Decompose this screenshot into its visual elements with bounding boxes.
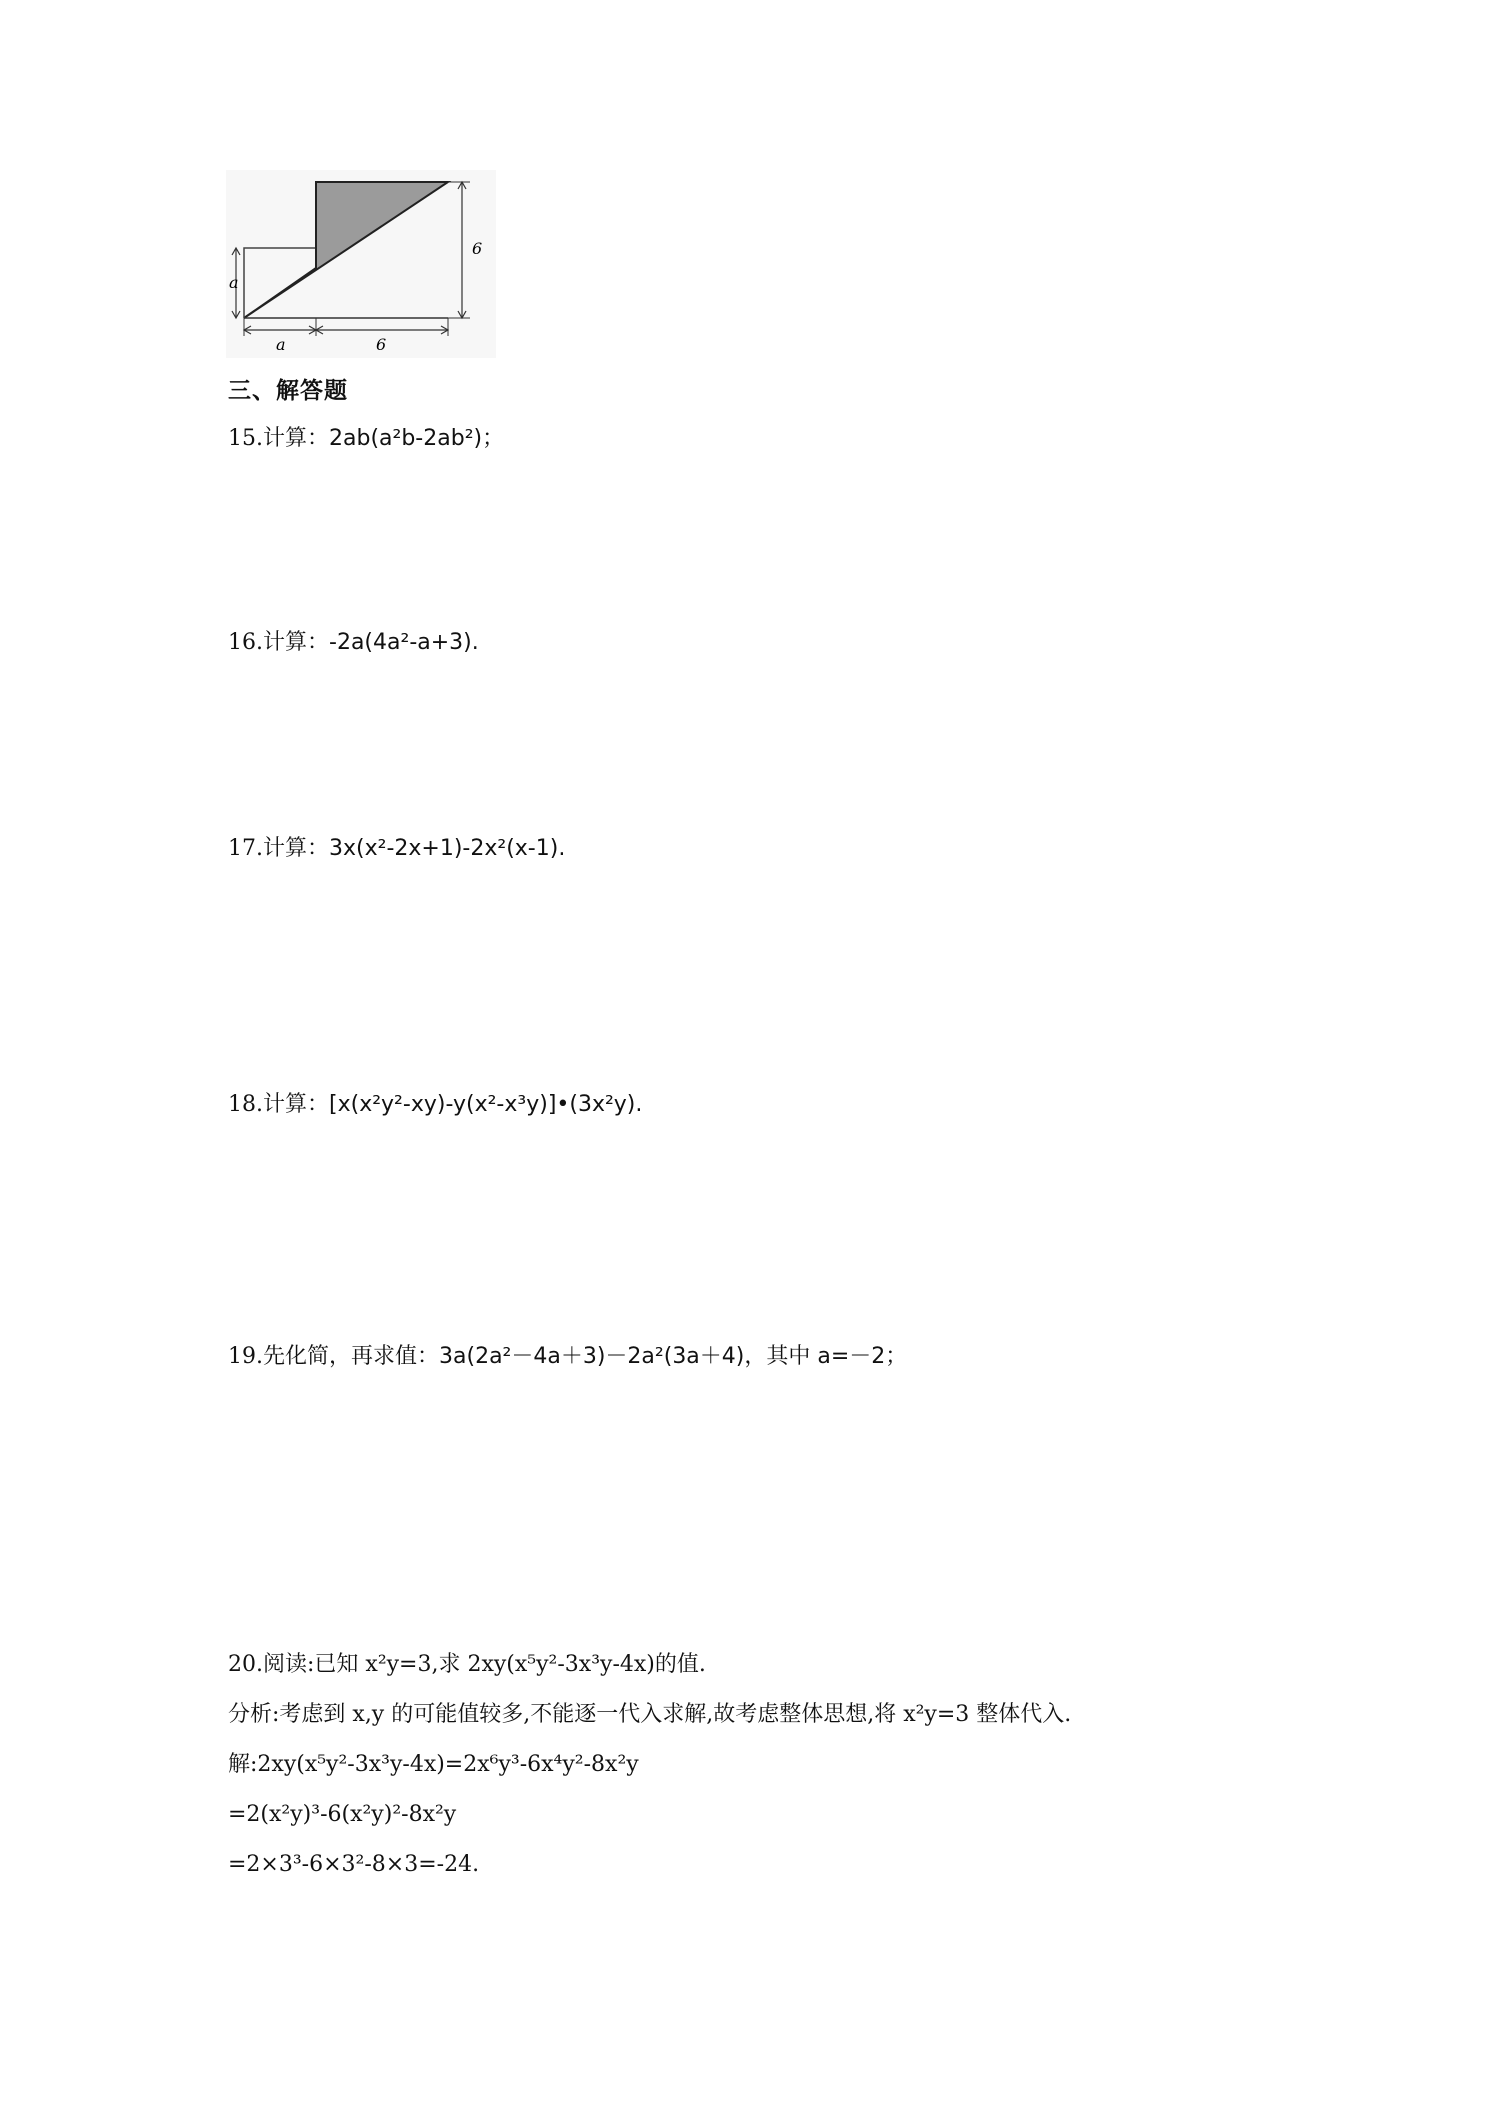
problem-20-line3: 解:2xy(x⁵y²-3x³y-4x)=2x⁶y³-6x⁴y²-8x²y: [228, 1752, 639, 1777]
problem-number: 16.: [228, 630, 263, 655]
geometry-figure: [226, 170, 496, 358]
problem-expression: 3x(x²-2x+1)-2x²(x-1).: [329, 836, 566, 861]
problem-expression: -2a(4a²-a+3).: [329, 630, 479, 655]
section-heading: 三、解答题: [228, 378, 348, 404]
label-a-horizontal: a: [276, 335, 286, 354]
problem-prefix: 计算：: [263, 630, 330, 655]
problem-20-line5: =2×3³-6×3²-8×3=-24.: [228, 1852, 480, 1877]
label-6-vertical: 6: [472, 239, 483, 258]
label-6-horizontal: 6: [376, 335, 387, 354]
problem-prefix: 计算：: [263, 836, 330, 861]
problem-number: 19.: [228, 1344, 263, 1369]
problem-number: 20.: [228, 1652, 263, 1677]
problem-17: [228, 834, 565, 864]
label-a-vertical: a: [229, 273, 239, 292]
problem-prefix: 计算：: [263, 426, 330, 451]
problem-16: [228, 628, 479, 658]
problem-number: 18.: [228, 1092, 263, 1117]
problem-text: 阅读:已知 x²y=3,求 2xy(x⁵y²-3x³y-4x)的值.: [263, 1652, 706, 1677]
problem-20-line4: =2(x²y)³-6(x²y)²-8x²y: [228, 1802, 457, 1827]
problem-prefix: 先化简，再求值：: [263, 1344, 440, 1369]
problem-number: 17.: [228, 836, 263, 861]
problem-15: [228, 424, 504, 454]
problem-18: [228, 1090, 642, 1120]
problem-19: [228, 1342, 907, 1372]
problem-20-line2: 分析:考虑到 x,y 的可能值较多,不能逐一代入求解,故考虑整体思想,将 x²y=3 整体代入.: [228, 1702, 1072, 1727]
problem-expression: 3a(2a²－4a＋3)－2a²(3a＋4)，其中 a=－2；: [439, 1344, 908, 1369]
figure-svg: [226, 170, 496, 358]
problem-prefix: 计算：: [263, 1092, 330, 1117]
problem-expression: [x(x²y²-xy)-y(x²-x³y)]•(3x²y).: [329, 1092, 643, 1117]
problem-number: 15.: [228, 426, 263, 451]
problem-20-line1: [228, 1650, 706, 1680]
problem-expression: 2ab(a²b-2ab²)；: [329, 426, 505, 451]
